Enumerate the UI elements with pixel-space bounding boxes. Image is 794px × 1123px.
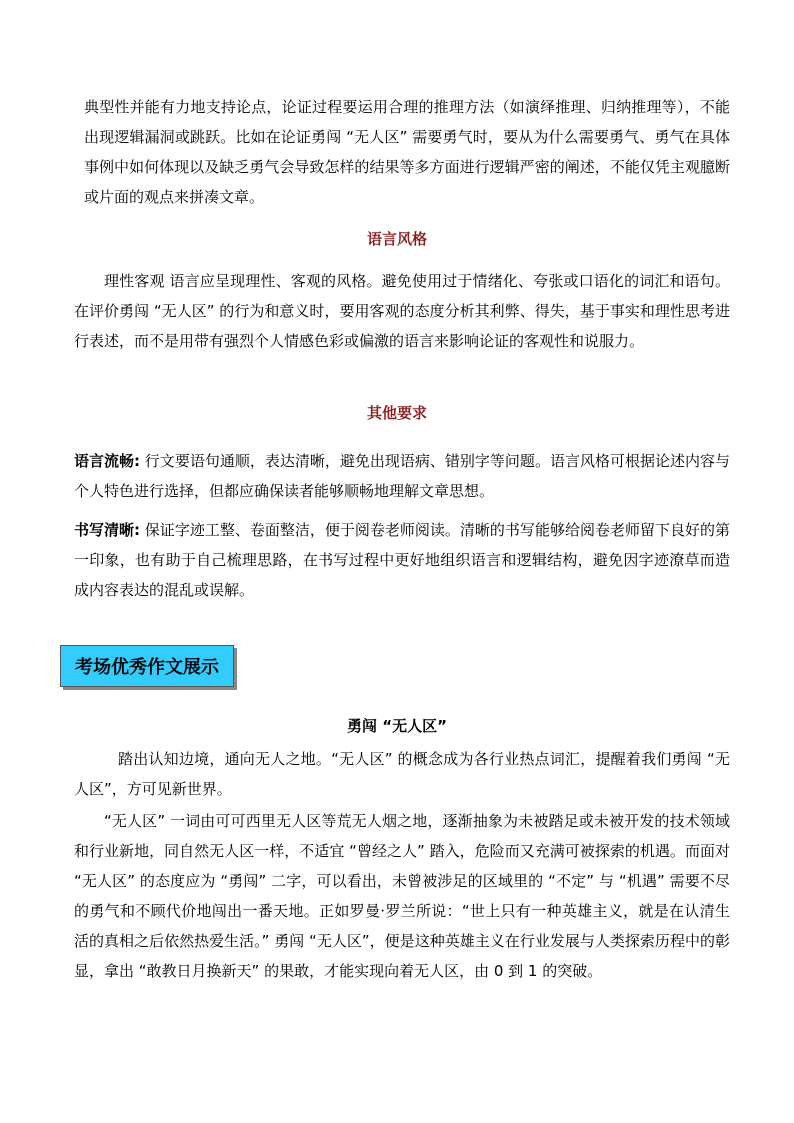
essay-paragraph-2: “无人区” 一词由可可西里无人区等荒无人烟之地，逐渐抽象为未被踏足或未被开发的技术领域和行业新地，同自然无人区一样，不适宜 “曾经之人” 踏入，危险而又充满可被探索的机遇。而面对 “无人区” 的态度应为 “勇闯” 二字，可以看出，未曾被涉足的区域里的 “不定” 与 “机遇” 需要不尽的勇气和不顾代价地闯出一番天地。正如罗曼·罗兰所说：“世上只有一种英雄主义，就是在认清生活的真相之后依然热爱生活。” 勇闯 “无人区”，便是这种英雄主义在行业发展与人类探索历程中的彰显，拿出 “敢教日月换新天” 的果敢，才能实现向着无人区，由 0 到 1 的突破。 bbox=[74, 812, 730, 980]
essay-title: 勇闯 “无人区” bbox=[347, 717, 447, 735]
logic-paragraph: 典型性并能有力地支持论点，论证过程要运用合理的推理方法（如演绎推理、归纳推理等），不能出现逻辑漏洞或跳跃。比如在论证勇闯 “无人区” 需要勇气时，要从为什么需要勇气、勇气在具体事例中如何体现以及缺乏勇气会导致怎样的结果等多方面进行逻辑严密的阐述，不能仅凭主观臆断或片面的观点来拼凑文章。 bbox=[84, 98, 730, 206]
handwriting-text: 保证字迹工整、卷面整洁，便于阅卷老师阅读。清晰的书写能够给阅卷老师留下良好的第一印象，也有助于自己梳理思路，在书写过程中更好地组织语言和逻辑结构，避免因字迹潦草而造成内容表达的混乱或误解。 bbox=[74, 521, 731, 599]
handwriting-paragraph bbox=[74, 515, 730, 605]
language-style-heading: 语言风格 bbox=[366, 230, 427, 248]
other-requirements-heading: 其他要求 bbox=[366, 404, 427, 422]
banner-label: 考场优秀作文展示 bbox=[75, 657, 219, 678]
fluency-label: 语言流畅: bbox=[74, 452, 141, 470]
language-style-paragraph: 理性客观 语言应呈现理性、客观的风格。避免使用过于情绪化、夸张或口语化的词汇和语句。在评价勇闯 “无人区” 的行为和意义时，要用客观的态度分析其利弊、得失，基于事实和理性思考进行表述，而不是用带有强烈个人情感色彩或偏激的语言来影响论证的客观性和说服力。 bbox=[74, 272, 730, 350]
essay-paragraph-1: 踏出认知边境，通向无人之地。“无人区” 的概念成为各行业热点词汇，提醒着我们勇闯 “无人区”，方可见新世界。 bbox=[74, 750, 730, 798]
excellent-essay-banner bbox=[60, 645, 234, 687]
handwriting-label: 书写清晰: bbox=[74, 521, 141, 539]
fluency-text: 行文要语句通顺，表达清晰，避免出现语病、错别字等问题。语言风格可根据论述内容与个人特色进行选择，但都应确保读者能够顺畅地理解文章思想。 bbox=[74, 452, 731, 500]
fluency-paragraph bbox=[74, 446, 730, 506]
